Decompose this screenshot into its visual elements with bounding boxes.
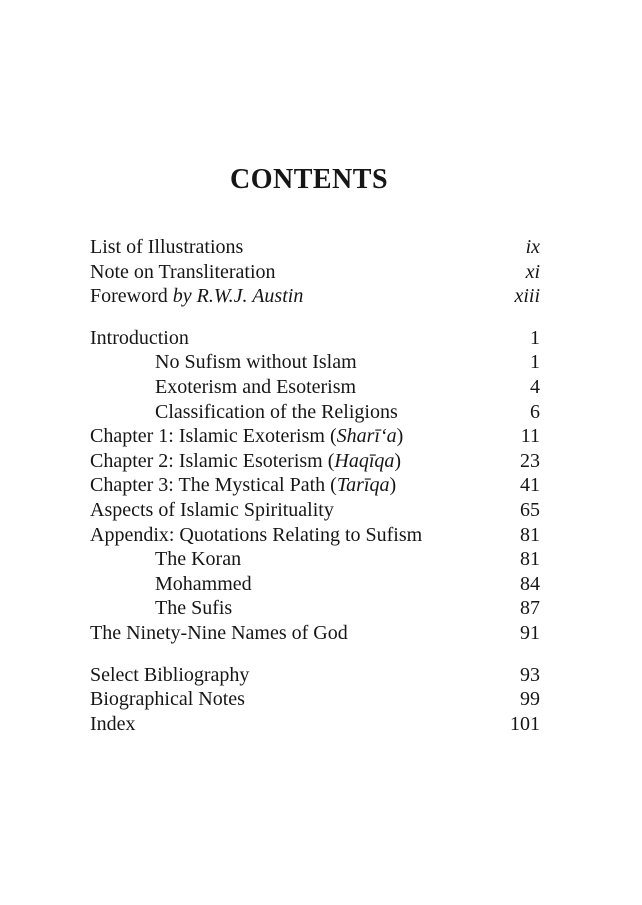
- toc-entry-label: [90, 663, 249, 688]
- toc-entry-text-segment: The Koran: [155, 548, 242, 571]
- toc-entry-text-segment: Biographical Notes: [90, 688, 245, 711]
- toc-entry-text-segment: Classification of the Religions: [155, 400, 398, 423]
- toc-entry-text-segment: Chapter 1: Islamic Exoterism (: [90, 425, 337, 448]
- toc-entry-text-segment: ): [389, 474, 397, 497]
- toc-entry-label: [90, 572, 252, 597]
- toc-row: [90, 260, 540, 285]
- toc-row: [90, 235, 540, 260]
- toc-entry-page: 101: [510, 712, 540, 735]
- toc-row: [90, 424, 540, 449]
- toc-row: [90, 400, 540, 425]
- toc-row: [90, 712, 540, 737]
- toc-row: [90, 663, 540, 688]
- toc-row: [90, 523, 540, 548]
- toc-entry-page: 65: [520, 498, 540, 521]
- toc-entry-page: 87: [520, 597, 540, 620]
- toc-entry-text-segment: ): [396, 425, 404, 448]
- toc-entry-label: [90, 621, 348, 646]
- toc-entry-text-segment: ): [394, 449, 402, 472]
- toc-entry-page: 1: [530, 351, 540, 374]
- toc-entry-label: [90, 687, 245, 712]
- toc-entry-text-segment: Index: [90, 712, 136, 735]
- toc-entry-page: 4: [530, 375, 540, 398]
- toc-entry-text-segment: Haqīqa: [334, 449, 395, 472]
- toc-entry-label: [90, 449, 401, 474]
- toc-entry-label: [90, 473, 396, 498]
- toc-entry-label: [90, 523, 422, 548]
- toc-row: [90, 498, 540, 523]
- toc-entry-label: [90, 260, 276, 285]
- toc-row: [90, 326, 540, 351]
- toc-entry-page: 93: [520, 663, 540, 686]
- toc-entry-text-segment: The Ninety-Nine Names of God: [90, 621, 348, 644]
- toc-entry-label: [90, 400, 398, 425]
- toc-entry-text-segment: No Sufism without Islam: [155, 351, 357, 374]
- toc-entry-label: [90, 350, 357, 375]
- toc-entry-label: [90, 424, 403, 449]
- toc-entry-text-segment: Introduction: [90, 326, 189, 349]
- toc-entry-page: 41: [520, 474, 540, 497]
- toc-entry-page: xiii: [514, 285, 540, 308]
- toc-row: [90, 687, 540, 712]
- toc-entry-text-segment: List of Illustrations: [90, 236, 244, 258]
- toc-entry-text-segment: by R.W.J. Austin: [172, 285, 304, 308]
- toc-entry-page: xi: [525, 260, 540, 283]
- toc-entry-text-segment: Chapter 3: The Mystical Path (: [90, 474, 337, 497]
- toc-entry-label: [90, 235, 243, 260]
- toc-entry-label: [90, 712, 136, 737]
- toc-entry-text-segment: Chapter 2: Islamic Esoterism (: [90, 449, 335, 472]
- toc-row: [90, 375, 540, 400]
- toc-row: [90, 596, 540, 621]
- toc-entry-page: 1: [530, 326, 540, 349]
- contents-title: CONTENTS: [229, 164, 389, 195]
- toc-entry-text-segment: Note on Transliteration: [90, 260, 276, 283]
- toc-entry-page: 99: [520, 688, 540, 711]
- toc-row: [90, 473, 540, 498]
- toc-entry-page: 6: [530, 400, 540, 423]
- toc-entry-page: 23: [520, 449, 540, 472]
- toc-entry-text-segment: Select Bibliography: [90, 663, 250, 686]
- toc-row: [90, 350, 540, 375]
- toc-entry-label: [90, 596, 232, 621]
- toc-row: [90, 449, 540, 474]
- toc-entry-text-segment: Mohammed: [155, 572, 252, 595]
- toc-entry-page: 81: [520, 523, 540, 546]
- toc-entry-label: [90, 326, 189, 351]
- toc-entry-text-segment: Exoterism and Esoterism: [155, 375, 357, 398]
- toc-entry-text-segment: Sharī‘a: [336, 425, 397, 448]
- table-of-contents: [90, 235, 540, 736]
- toc-row: [90, 621, 540, 646]
- toc-entry-text-segment: Tarīqa: [336, 474, 390, 497]
- toc-entry-page: 91: [520, 621, 540, 644]
- toc-row: [90, 547, 540, 572]
- toc-entry-text-segment: Appendix: Quotations Relating to Sufism: [90, 523, 423, 546]
- toc-entry-label: [90, 547, 241, 572]
- toc-entry-page: 81: [520, 548, 540, 571]
- toc-row: [90, 284, 540, 309]
- toc-entry-page: 11: [520, 425, 540, 448]
- toc-entry-label: [90, 375, 356, 400]
- toc-row: [90, 572, 540, 597]
- toc-entry-page: ix: [525, 236, 540, 258]
- toc-entry-text-segment: Aspects of Islamic Spirituality: [90, 498, 334, 521]
- toc-entry-page: 84: [520, 572, 540, 595]
- toc-entry-text-segment: Foreword: [90, 285, 173, 308]
- toc-entry-label: [90, 498, 334, 523]
- toc-entry-text-segment: The Sufis: [155, 597, 233, 620]
- toc-entry-label: [90, 284, 303, 309]
